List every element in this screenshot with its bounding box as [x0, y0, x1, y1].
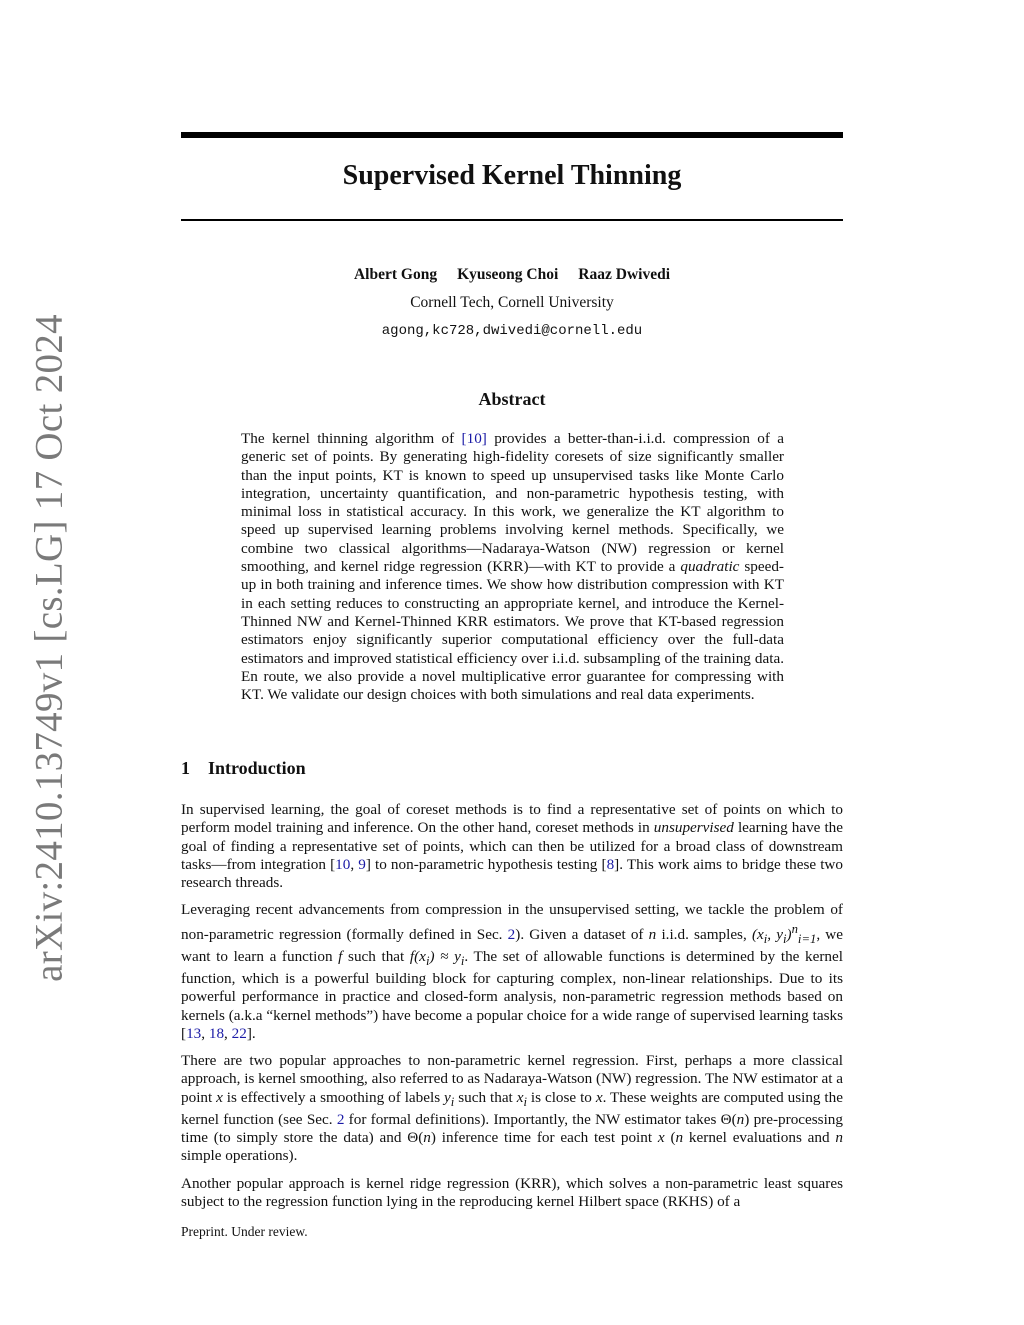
page-footer: Preprint. Under review.	[181, 1224, 308, 1239]
abstract-body: The kernel thinning algorithm of [10] provides a better-than-i.i.d. compression of a generic set of points. By generating high-fidelity coresets of size significantly smaller than the input points, KT is known to speed up unsupervised tasks like Monte Carlo integration, uncertainty quantification, and non-parametric hypothesis testing, with minimal loss in statistical accuracy. In this work, we generalize the KT algorithm to speed up supervised learning problems involving kernel methods. Specifically, we combine two classical algorithms—Nadaraya-Watson (NW) regression or kernel smoothing, and kernel ridge regression (KRR)—with KT to provide a quadratic speed-up in both training and inference times. We show how distribution compression with KT in each setting reduces to constructing an appropriate kernel, and introduce the Kernel-Thinned NW and Kernel-Thinned KRR estimators. We prove that KT-based regression estimators enjoy significantly superior computational efficiency over the full-data estimators and improved statistical efficiency over i.i.d. subsampling of the training data. En route, we also provide a novel multiplicative error guarantee for compressing with KT. We validate our design choices with both simulations and real data experiments.	[241, 430, 784, 704]
paragraph: Leveraging recent advancements from compression in the unsupervised setting, we tackle the problem of non-parametric regression (formally defined in Sec. 2). Given a dataset of n i.i.d. samples, ($x_i$, $y_i)^n_{i=1}$, we want to learn a function f such that $f(x_i) \approx y_i$. The set of allowable functions is determined by the kernel function, which is a powerful building block for capturing complex, non-linear relationships. Due to its powerful performance in practice and closed-form analysis, non-parametric regression methods based on kernels (a.k.a “kernel methods”) have become a popular choice for a wide range of supervised learning tasks [13, 18, 22].	[181, 901, 843, 1042]
citation-link[interactable]: 9	[358, 855, 366, 873]
author-name: Albert Gong	[353, 266, 438, 283]
paragraph: Another popular approach is kernel ridge regression (KRR), which solves a non-parametric least squares subject to the regression function lying in the reproducing kernel Hilbert space (RKHS) of a	[181, 1174, 843, 1210]
abstract-heading: Abstract	[478, 389, 546, 409]
author-name: Raaz Dwivedi	[578, 266, 670, 283]
math-expression: ($x_i$, $y_i)^n_{i=1}$	[751, 921, 817, 946]
citation-link[interactable]: 8	[606, 855, 615, 873]
citation-link[interactable]: 10	[335, 855, 351, 873]
title-top-rule	[181, 132, 843, 138]
paragraph: In supervised learning, the goal of coreset methods is to find a representative set of points on which to perform model training and inference. On the other hand, coreset methods in unsupervised learning have the goal of finding a representative set of points, which can then be utilized for a broad class of downstream tasks—from integration [10, 9] to non-parametric hypothesis testing [8]. This work aims to bridge these two research threads.	[181, 801, 844, 891]
author-name: Kyuseong Choi	[457, 266, 559, 283]
paragraph: There are two popular approaches to non-parametric kernel regression. First, perhaps a more classical approach, is kernel smoothing, also referred to as Nadaraya-Watson (NW) regression. The NW estimator at a point x is effectively a smoothing of labels $y_i$ such that $x_i$ is close to x. These weights are computed using the kernel function (see Sec. 2 for formal definitions). Importantly, the NW estimator takes Θ(n) pre-processing time (to simply store the data) and Θ(n) inference time for each test point x (n kernel evaluations and n simple operations).	[181, 1052, 844, 1165]
section-heading	[181, 758, 306, 779]
paper-title: Supervised Kernel Thinning	[342, 160, 682, 191]
body-text	[181, 801, 843, 1220]
title-bottom-rule	[181, 219, 843, 221]
section-title: Introduction	[208, 758, 306, 778]
section-reference-link[interactable]: 2	[507, 925, 516, 943]
author-list	[181, 266, 843, 284]
section-number: 1	[181, 758, 190, 778]
citation-link[interactable]: 13	[186, 1024, 202, 1042]
author-affiliation: Cornell Tech, Cornell University	[410, 294, 614, 311]
citation-link[interactable]: [10]	[461, 430, 487, 447]
arxiv-identifier-stamp: arXiv:2410.13749v1 [cs.LG] 17 Oct 2024	[27, 314, 71, 982]
section-reference-link[interactable]: 2	[336, 1110, 345, 1128]
emphasis: quadratic	[680, 558, 740, 576]
citation-link[interactable]: 18	[208, 1024, 225, 1042]
math-expression: $f(x_i) \approx y_i$	[409, 947, 465, 968]
citation-link[interactable]: 22	[231, 1024, 247, 1042]
author-email: agong,kc728,dwivedi@cornell.edu	[381, 323, 643, 339]
